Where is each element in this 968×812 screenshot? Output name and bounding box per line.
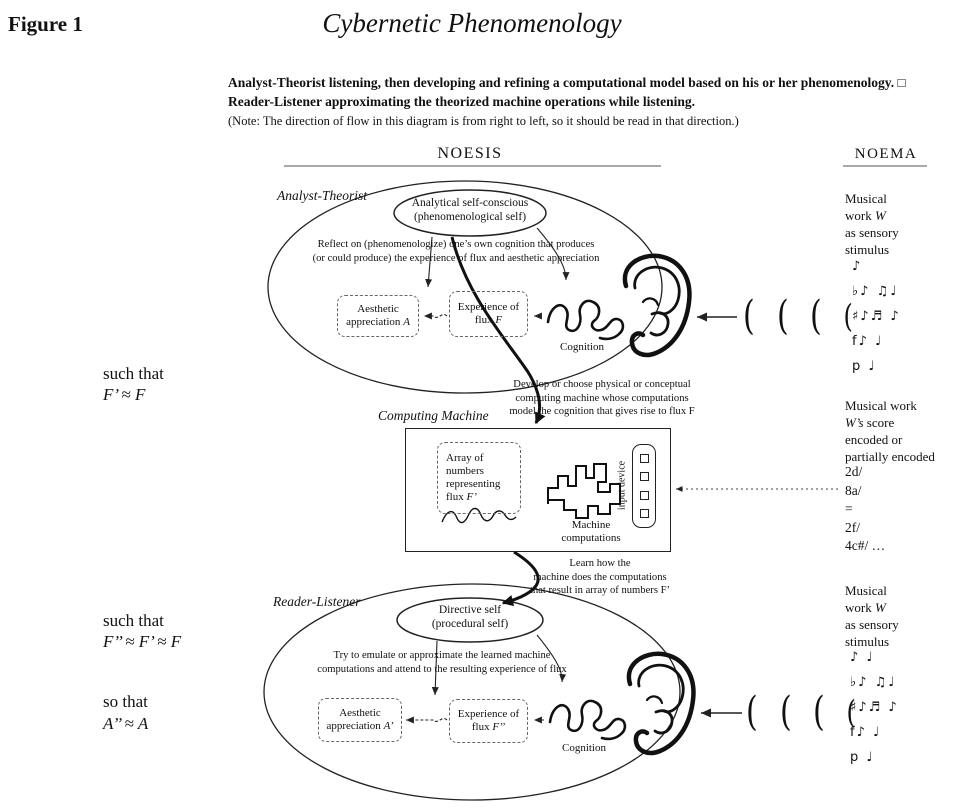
musical-work-bottom-line-2 <box>845 599 899 616</box>
flux-var-top: F <box>495 314 503 326</box>
array-of-numbers-box <box>437 442 521 514</box>
musical-work-top-line-4: stimulus <box>845 242 890 257</box>
arrow-flux-to-aesthetic-bottom <box>406 719 447 722</box>
code-line-1: 2d/ <box>845 464 863 479</box>
experience-of-flux-text-top <box>452 301 525 327</box>
formula-3: A’’ ≈ A <box>103 714 149 733</box>
notes-row: ♭♪ ♫♩ <box>850 675 897 690</box>
sound-wave-arc-icon: ( <box>813 689 825 735</box>
formula-1: F’ ≈ F <box>103 385 146 404</box>
caption-line-2: Reader-Listener approximating the theorized machine operations while listening. <box>228 94 695 109</box>
musical-work-top <box>845 190 899 258</box>
aesthetic-var-top: A <box>403 316 410 328</box>
analytical-self-ellipse-text <box>394 196 546 224</box>
array-flux-var: F’ <box>466 491 477 503</box>
array-of-numbers-text <box>446 452 500 504</box>
sound-wave-arc-icon: ( <box>776 293 789 339</box>
input-device-box <box>632 444 656 528</box>
notes-row: ♯♪♬ ♪ <box>850 700 899 715</box>
learn-text <box>480 557 720 598</box>
flux-label-bottom: Experience of flux <box>457 708 520 733</box>
musical-work-top-line-2 <box>845 207 899 224</box>
musical-work-top-line-1: Musical <box>845 191 887 206</box>
aesthetic-appreciation-box-bottom <box>318 698 402 742</box>
ear-icon-top <box>625 256 690 355</box>
sound-wave-arc-icon: ( <box>745 689 758 735</box>
try-to-emulate-text <box>283 649 601 676</box>
directive-self-line-2: (procedural self) <box>431 618 509 630</box>
sound-waves-bottom <box>744 690 857 734</box>
music-notes-top-icon <box>852 254 901 379</box>
code-line-2: 8a/ <box>845 482 862 498</box>
sound-wave-arc-icon: ( <box>779 689 792 735</box>
analyst-theorist-label: Analyst-Theorist <box>277 188 367 203</box>
flux-var-bottom: F’’ <box>492 721 506 733</box>
musical-work-bottom <box>845 582 899 650</box>
work-word: work <box>845 208 872 223</box>
notes-row: f♪ ♩ <box>852 334 884 349</box>
musical-work-bottom-line-1: Musical <box>845 583 887 598</box>
reader-listener-label: Reader-Listener <box>273 594 361 609</box>
develop-text <box>492 378 712 419</box>
develop-line-2: computing machine whose computations <box>515 392 689 404</box>
sound-wave-arc-icon: ( <box>742 293 755 339</box>
notes-row: p ♩ <box>852 359 877 374</box>
figure-title: Cybernetic Phenomenology <box>322 8 622 38</box>
develop-line-1: Develop or choose physical or conceptual <box>513 379 691 390</box>
notes-row: p ♩ <box>850 750 875 765</box>
machine-computations-line-2: computations <box>561 532 621 544</box>
such-that-2: such that <box>103 611 164 630</box>
sound-wave-arc-icon: ( <box>846 693 856 731</box>
input-device-label: input device <box>616 460 628 511</box>
formula-2: F’’ ≈ F’ ≈ F <box>103 632 182 651</box>
learn-line-1: Learn how the <box>569 558 631 569</box>
reflect-line-2: (or could produce) the experience of flux and aesthetic appreciation <box>312 252 600 264</box>
cognition-squiggle-icon-top <box>548 301 623 339</box>
cognition-squiggle-icon-bottom <box>550 701 625 739</box>
aesthetic-var-bottom: A’ <box>383 720 394 732</box>
musical-work-bottom-line-3: as sensory <box>845 617 899 632</box>
array-line-3: representing <box>446 478 501 490</box>
notes-row: ♪ <box>852 259 863 274</box>
cognition-label-top: Cognition <box>559 341 604 353</box>
aesthetic-label-bottom: Aesthetic appreciation <box>326 707 381 732</box>
caption-line-1: Analyst-Theorist listening, then developing and refining a computational model based on his or her phenomenology. □ <box>228 75 906 90</box>
reflect-line-1: Reflect on (phenomenologize) one’s own cognition that produces <box>317 239 595 250</box>
directive-self-ellipse-text <box>397 603 543 631</box>
score-line-3: encoded or <box>845 432 903 447</box>
input-device-key-icon <box>640 509 649 518</box>
directive-self-line-1: Directive self <box>438 604 502 616</box>
score-word: score <box>866 415 895 430</box>
ear-icon-bottom <box>629 654 694 753</box>
reflect-text <box>296 238 616 265</box>
try-line-1: Try to emulate or approximate the learned machine <box>333 650 551 661</box>
code-line-3: = <box>845 501 853 516</box>
figure-label: Figure 1 <box>8 12 83 36</box>
work-word: work <box>845 600 872 615</box>
notes-row: ♯♪♬ ♪ <box>852 309 901 324</box>
input-device-key-icon <box>640 454 649 463</box>
experience-of-flux-text-bottom <box>452 708 525 734</box>
experience-of-flux-box-top <box>449 291 528 337</box>
input-device-key-icon <box>640 472 649 481</box>
sound-wave-arc-icon: ( <box>843 297 853 335</box>
score-line-4: partially encoded <box>845 449 935 464</box>
analytical-self-line-2: (phenomenological self) <box>413 211 527 223</box>
music-notes-bottom-icon <box>850 645 899 770</box>
machine-computations-label <box>543 519 639 545</box>
array-line-1: Array of <box>446 452 484 464</box>
analytical-self-line-1: Analytical self-conscious <box>411 197 529 209</box>
try-line-2: computations and attend to the resulting experience of flux <box>317 663 567 675</box>
computing-machine-label: Computing Machine <box>378 408 489 423</box>
develop-line-3: model the cognition that gives rise to flux F <box>509 406 695 417</box>
input-device-key-icon <box>640 491 649 500</box>
score-var: W’s <box>845 415 864 430</box>
caption-note: (Note: The direction of flow in this diagram is from right to left, so it should be read in that direction.) <box>228 114 739 128</box>
sound-wave-arc-icon: ( <box>810 293 822 339</box>
array-line-4 <box>446 491 500 504</box>
sound-waves-top <box>741 294 854 338</box>
learn-line-3: that result in array of numbers F’ <box>529 585 671 596</box>
aesthetic-appreciation-text-top <box>340 303 416 329</box>
cognition-label-bottom: Cognition <box>561 742 606 754</box>
work-var: W <box>874 600 886 615</box>
learn-line-2: machine does the computations <box>533 571 667 583</box>
notes-row: ♪ ♩ <box>850 650 875 665</box>
notes-row: ♭♪ ♫♩ <box>852 284 899 299</box>
work-var: W <box>874 208 886 223</box>
musical-work-bottom-line-4: stimulus <box>845 634 890 649</box>
machine-computations-line-1: Machine <box>571 519 611 531</box>
experience-of-flux-box-bottom <box>449 699 528 743</box>
notes-row: f♪ ♩ <box>850 725 882 740</box>
musical-score-block <box>845 397 935 465</box>
such-that-1: such that <box>103 364 164 383</box>
code-line-4: 2f/ <box>845 519 860 535</box>
array-flux-label: flux <box>446 491 464 503</box>
encoded-score-values <box>845 463 885 556</box>
arrow-flux-to-aesthetic-top <box>424 315 447 318</box>
aesthetic-appreciation-box-top <box>337 295 419 337</box>
column-header-noesis: NOESIS <box>437 145 503 162</box>
musical-work-top-line-3: as sensory <box>845 225 899 240</box>
column-header-noema: NOEMA <box>854 146 918 162</box>
aesthetic-label-top: Aesthetic appreciation <box>346 303 401 328</box>
flux-label-top: Experience of flux <box>457 301 520 326</box>
so-that: so that <box>103 692 148 711</box>
score-line-1: Musical work <box>845 398 917 413</box>
array-line-2: numbers <box>446 465 484 477</box>
code-line-5: 4c#/ … <box>845 538 886 553</box>
score-line-2 <box>845 414 935 431</box>
aesthetic-appreciation-text-bottom <box>321 707 399 733</box>
